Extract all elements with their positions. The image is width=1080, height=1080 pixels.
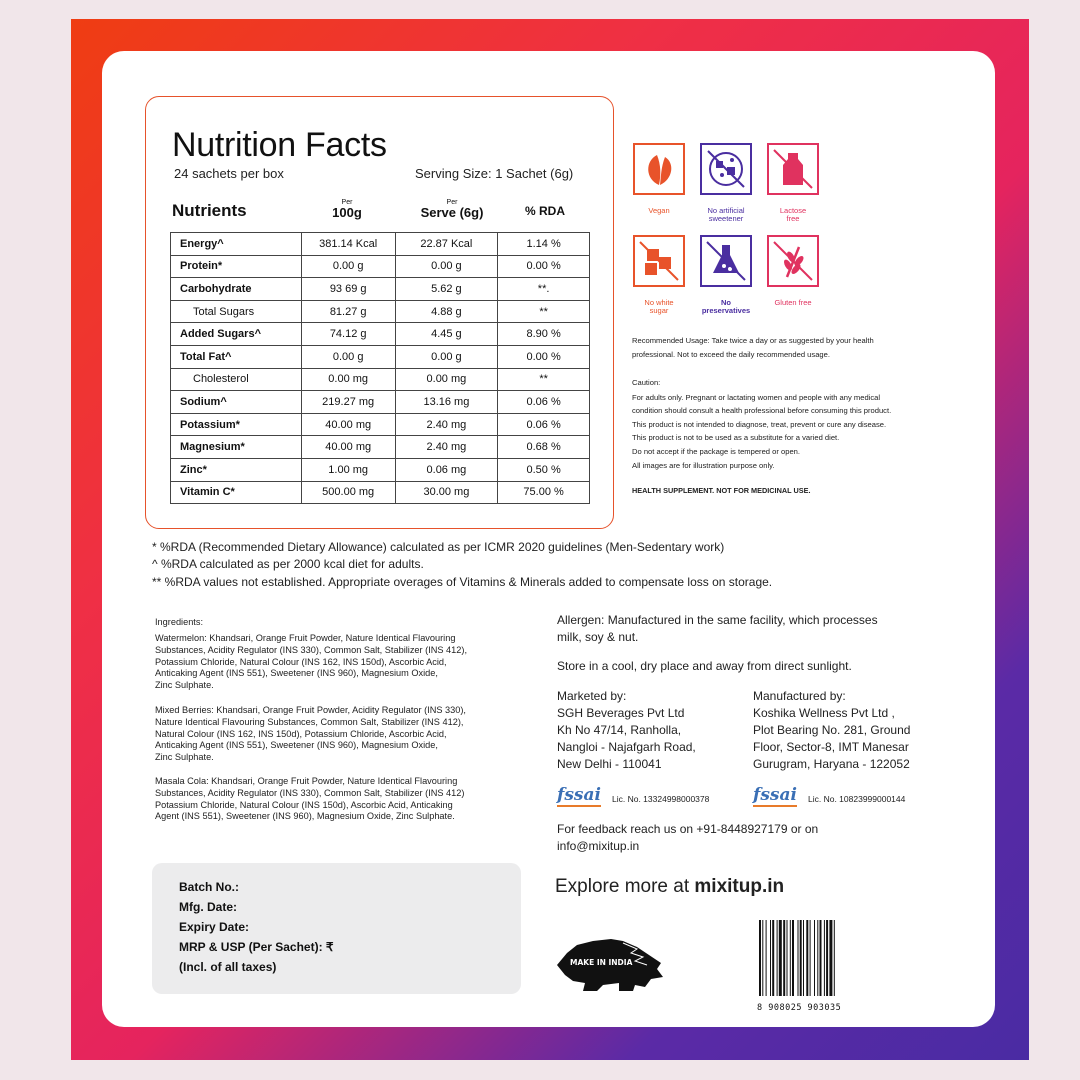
batch-no: Batch No.: <box>179 880 239 894</box>
ingredients-watermelon <box>155 633 530 692</box>
text-line: Plot Bearing No. 281, Ground <box>753 723 911 737</box>
caution-block: Caution: For adults only. Pregnant or lactating women and people with any medical condition should consult a health professional before consuming this product. This product is not intended to diagnose, treat, prevent or cure any disease. This product is not to be used as a substitute for a varied diet. Do not accept if the package is tempered or open. All images are for illustration purpose only. <box>632 378 892 470</box>
value-per-serve: 13.16 mg <box>395 391 498 414</box>
footnote-overages: ** %RDA values not established. Appropriate overages of Vitamins & Minerals added to compensate loss on storage. <box>152 575 773 589</box>
value-per-100g: 0.00 mg <box>301 368 395 391</box>
nutrient-name: Cholesterol <box>171 368 302 391</box>
text-line: SGH Beverages Pvt Ltd <box>557 706 685 720</box>
value-per-serve: 4.45 g <box>395 323 498 346</box>
value-per-100g: 219.27 mg <box>301 391 395 414</box>
nutrient-name: Potassium* <box>171 413 302 436</box>
text-line: Koshika Wellness Pvt Ltd , <box>753 706 895 720</box>
nutrition-table <box>170 232 590 504</box>
value-per-100g: 1.00 mg <box>301 458 395 481</box>
text-line: Nature Identical Flavouring Substances, Common Salt, Stabilizer (INS 412), <box>155 716 464 727</box>
nutrient-name: Protein* <box>171 255 302 278</box>
text-line: Anticaking Agent (INS 551), Sweetener (INS 960), Magnesium Oxide, <box>155 740 438 751</box>
text-line: Marketed by: <box>557 689 627 703</box>
value-rda: 0.50 % <box>498 458 590 481</box>
vegan-label: Vegan <box>648 206 670 215</box>
nutrient-name: Vitamin C* <box>171 481 302 504</box>
text-line: Potassium Chloride, Natural Colour (INS 162, INS 150d), Ascorbic Acid, <box>155 656 447 667</box>
footnote-kcal: ^ %RDA calculated as per 2000 kcal diet for adults. <box>152 557 424 571</box>
value-rda: 0.06 % <box>498 391 590 414</box>
table-row <box>171 233 590 256</box>
no-preservatives-label: No preservatives <box>701 298 751 315</box>
value-per-100g: 93 69 g <box>301 278 395 301</box>
nutrient-name: Zinc* <box>171 458 302 481</box>
value-per-serve: 30.00 mg <box>395 481 498 504</box>
barcode-bar <box>770 920 771 996</box>
text-line: Masala Cola: Khandsari, Orange Fruit Powder, Nature Identical Flavouring <box>155 776 458 786</box>
nutrient-name: Total Sugars <box>171 300 302 323</box>
value-rda: 0.68 % <box>498 436 590 459</box>
barcode-bar <box>800 920 802 996</box>
text-line: Agent (INS 551), Sweetener (INS 960), Magnesium Oxide, Zinc Sulphate. <box>155 811 455 822</box>
barcode-bar <box>817 920 818 996</box>
barcode-number: 8 908025 903035 <box>757 1003 842 1013</box>
barcode-bar <box>779 920 782 996</box>
lactose-free-label: Lactose free <box>779 206 807 223</box>
value-per-serve: 22.87 Kcal <box>395 233 498 256</box>
barcode-bar <box>766 920 767 996</box>
barcode-bar <box>834 920 835 996</box>
fssai-license-manufacturer: Lic. No. 10823999000144 <box>808 794 906 804</box>
barcode-bar <box>787 920 788 996</box>
value-per-serve: 5.62 g <box>395 278 498 301</box>
table-row <box>171 436 590 459</box>
gluten-free-icon <box>767 235 819 287</box>
storage-info: Store in a cool, dry place and away from direct sunlight. <box>557 659 852 673</box>
barcode-bar <box>829 920 832 996</box>
value-per-100g: 0.00 g <box>301 345 395 368</box>
ingredients-masala-cola <box>155 776 530 823</box>
value-rda: **. <box>498 278 590 301</box>
value-rda: ** <box>498 300 590 323</box>
value-per-100g: 381.14 Kcal <box>301 233 395 256</box>
footnote-rda: * %RDA (Recommended Dietary Allowance) calculated as per ICMR 2020 guidelines (Men-Sedentary work) <box>152 540 725 554</box>
table-row <box>171 391 590 414</box>
barcode-bar <box>783 920 785 996</box>
barcode <box>757 920 869 1013</box>
value-rda: 0.00 % <box>498 255 590 278</box>
ingredients-heading: Ingredients: <box>155 617 204 627</box>
nutrient-name: Added Sugars^ <box>171 323 302 346</box>
make-in-india-logo <box>553 935 668 993</box>
table-row <box>171 345 590 368</box>
value-per-100g: 74.12 g <box>301 323 395 346</box>
text-line: Substances, Acidity Regulator (INS 330), Common Salt, Stabilizer (INS 412) <box>155 787 465 798</box>
table-row <box>171 413 590 436</box>
health-supplement-note: HEALTH SUPPLEMENT. NOT FOR MEDICINAL USE. <box>632 486 811 495</box>
text-line: Anticaking Agent (INS 551), Sweetener (INS 960), Magnesium Oxide, <box>155 668 438 679</box>
recommended-usage: Recommended Usage: Take twice a day or as suggested by your health professional. Not to exceed the daily recommended usage. <box>632 336 874 359</box>
expiry-date: Expiry Date: <box>179 920 250 934</box>
no-preservatives-icon <box>700 235 752 287</box>
mrp-usp: MRP & USP (Per Sachet): ₹ <box>179 940 334 954</box>
batch-info-box <box>152 863 521 994</box>
col-rda: % RDA <box>524 204 565 218</box>
barcode-bar <box>759 920 761 996</box>
incl-taxes: (Incl. of all taxes) <box>179 960 277 974</box>
no-artificial-sweetener-icon <box>700 143 752 195</box>
gluten-free-label: Gluten free <box>774 298 812 307</box>
text-line: Mixed Berries: Khandsari, Orange Fruit Powder, Acidity Regulator (INS 330), <box>155 705 466 715</box>
value-per-100g: 0.00 g <box>301 255 395 278</box>
value-per-serve: 2.40 mg <box>395 436 498 459</box>
barcode-bar <box>792 920 794 996</box>
table-row <box>171 458 590 481</box>
col-per-serve: Per Serve (6g) <box>420 199 484 220</box>
table-row <box>171 323 590 346</box>
nutrient-name: Sodium^ <box>171 391 302 414</box>
marketed-by <box>557 688 696 773</box>
allergen-info: Allergen: Manufactured in the same facility, which processes milk, soy & nut. <box>557 613 878 644</box>
value-rda: ** <box>498 368 590 391</box>
value-rda: 1.14 % <box>498 233 590 256</box>
value-per-100g: 40.00 mg <box>301 436 395 459</box>
text-line: Potassium Chloride, Natural Colour (INS 150d), Ascorbic Acid, Anticaking <box>155 799 453 810</box>
text-line: Natural Colour (INS 162, INS 150d), Potassium Chloride, Ascorbic Acid, <box>155 728 447 739</box>
text-line: Floor, Sector-8, IMT Manesar <box>753 740 909 754</box>
text-line: Zinc Sulphate. <box>155 680 214 691</box>
barcode-bar <box>772 920 774 996</box>
table-row <box>171 255 590 278</box>
feedback-info: For feedback reach us on +91-8448927179 or on info@mixitup.in <box>557 822 819 853</box>
text-line: Kh No 47/14, Ranholla, <box>557 723 682 737</box>
manufactured-by <box>753 688 910 773</box>
text-line: Watermelon: Khandsari, Orange Fruit Powder, Nature Identical Flavouring <box>155 633 456 643</box>
vegan-icon <box>633 143 685 195</box>
serving-size: Serving Size: 1 Sachet (6g) <box>415 166 574 181</box>
text-line: Substances, Acidity Regulator (INS 330), Common Salt, Stabilizer (INS 412), <box>155 644 467 655</box>
value-rda: 0.06 % <box>498 413 590 436</box>
nutrients-heading: Nutrients <box>172 201 247 220</box>
value-rda: 8.90 % <box>498 323 590 346</box>
table-row <box>171 481 590 504</box>
text-line: New Delhi - 110041 <box>557 757 662 771</box>
nutrient-name: Carbohydrate <box>171 278 302 301</box>
nutrient-name: Energy^ <box>171 233 302 256</box>
value-per-serve: 4.88 g <box>395 300 498 323</box>
table-row <box>171 300 590 323</box>
value-per-serve: 0.00 g <box>395 345 498 368</box>
no-white-sugar-label: No white sugar <box>644 298 674 315</box>
col-per-100g: Per 100g <box>332 199 362 220</box>
barcode-bar <box>826 920 828 996</box>
fssai-logo: fssai <box>557 785 601 805</box>
barcode-bar <box>790 920 791 996</box>
barcode-bar <box>798 920 799 996</box>
sachets-per-box: 24 sachets per box <box>174 166 284 181</box>
fssai-license-marketer: Lic. No. 13324998000378 <box>612 794 710 804</box>
text-line: Nangloi - Najafgarh Road, <box>557 740 696 754</box>
value-per-serve: 0.00 mg <box>395 368 498 391</box>
mfg-date: Mfg. Date: <box>179 900 237 914</box>
explore-more: Explore more at mixitup.in <box>555 876 785 897</box>
value-rda: 75.00 % <box>498 481 590 504</box>
no-white-sugar-icon <box>633 235 685 287</box>
value-per-100g: 40.00 mg <box>301 413 395 436</box>
lactose-free-icon <box>767 143 819 195</box>
no-sweetener-label: No artificial sweetener <box>707 206 745 223</box>
table-row <box>171 278 590 301</box>
barcode-bar <box>824 920 825 996</box>
barcode-bar <box>803 920 804 996</box>
value-per-serve: 0.06 mg <box>395 458 498 481</box>
value-rda: 0.00 % <box>498 345 590 368</box>
barcode-bar <box>810 920 811 996</box>
barcode-bar <box>806 920 808 996</box>
nutrient-name: Magnesium* <box>171 436 302 459</box>
value-per-serve: 0.00 g <box>395 255 498 278</box>
fssai-logo: fssai <box>753 785 797 805</box>
barcode-bar <box>777 920 778 996</box>
barcode-bar <box>820 920 822 996</box>
barcode-bar <box>762 920 763 996</box>
value-per-serve: 2.40 mg <box>395 413 498 436</box>
make-in-india-text: MAKE IN INDIA <box>570 958 633 967</box>
barcode-bar <box>814 920 815 996</box>
text-line: Gurugram, Haryana - 122052 <box>753 757 910 771</box>
nutrition-title: Nutrition Facts <box>172 126 387 164</box>
nutrient-name: Total Fat^ <box>171 345 302 368</box>
value-per-100g: 81.27 g <box>301 300 395 323</box>
ingredients-mixed-berries <box>155 705 530 764</box>
text-line: Zinc Sulphate. <box>155 752 214 763</box>
text-line: Manufactured by: <box>753 689 846 703</box>
table-row <box>171 368 590 391</box>
value-per-100g: 500.00 mg <box>301 481 395 504</box>
